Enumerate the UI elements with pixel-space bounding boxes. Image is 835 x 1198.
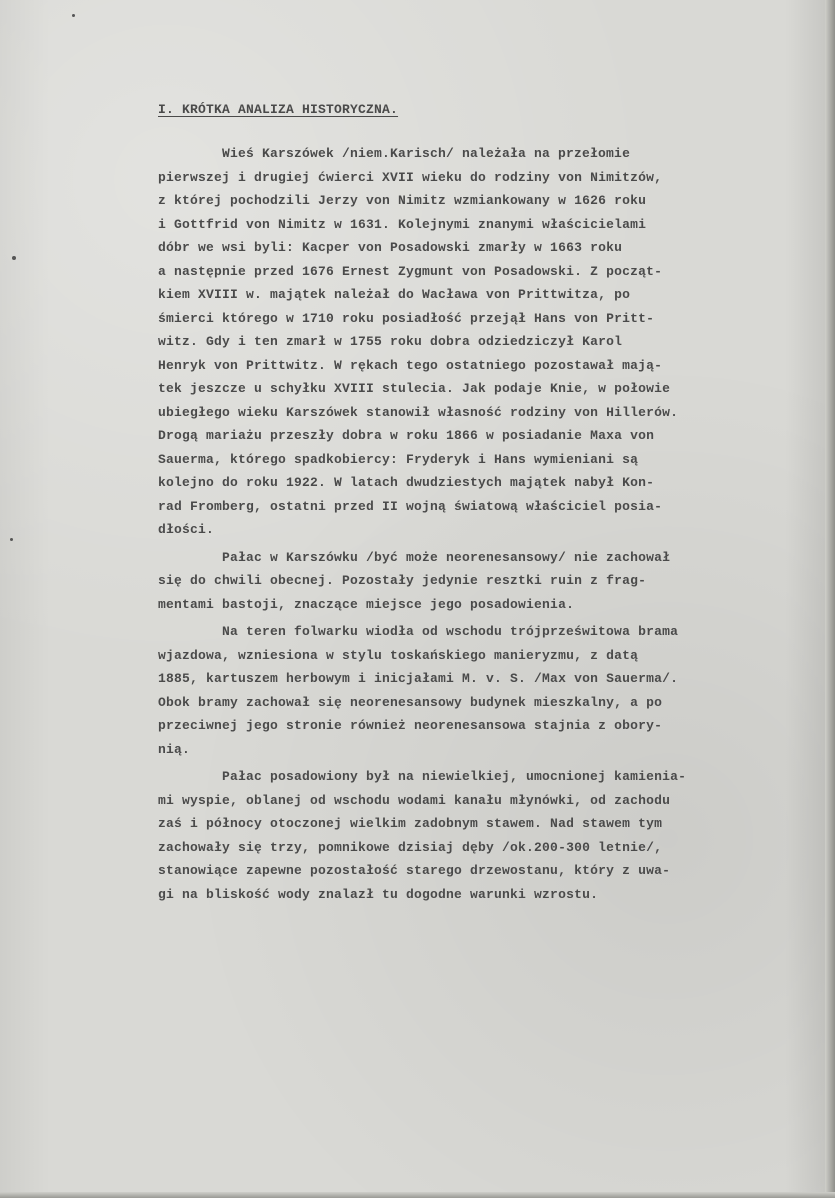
text-line: nią. (158, 741, 191, 757)
page-edge-shadow (825, 0, 835, 1198)
text-line: kolejno do roku 1922. W latach dwudziestych majątek nabył Kon- (158, 475, 655, 490)
text-line: zachowały się trzy, pomnikowe dzisiaj dęby /ok.200-300 letnie/, (158, 839, 663, 855)
text-line: stanowiące zapewne pozostałość starego drzewostanu, który z uwa- (158, 863, 671, 878)
document-body (158, 98, 810, 910)
text-line: Henryk von Prittwitz. W rękach tego ostatniego pozostawał mają- (158, 357, 663, 373)
margin-speck (72, 14, 75, 17)
text-line: dłości. (158, 522, 215, 537)
page-bottom-edge (0, 1192, 835, 1198)
text-line: Wieś Karszówek /niem.Karisch/ należała na przełomie (222, 146, 631, 161)
text-line: Pałac w Karszówku /być może neorenesansowy/ nie zachował (222, 549, 671, 565)
text-line: Obok bramy zachował się neorenesansowy budynek mieszkalny, a po (158, 694, 663, 710)
margin-speck (10, 538, 13, 541)
section-heading: I. KRÓTKA ANALIZA HISTORYCZNA. (158, 102, 399, 117)
text-line: śmierci którego w 1710 roku posiadłość przejął Hans von Pritt- (158, 310, 655, 326)
text-line: pierwszej i drugiej ćwierci XVII wieku do rodziny von Nimitzów, (158, 169, 663, 185)
text-line: Sauerma, którego spadkobiercy: Fryderyk i Hans wymieniani są (158, 451, 639, 467)
text-line: i Gottfrid von Nimitz w 1631. Kolejnymi znanymi właścicielami (158, 216, 647, 232)
text-line: mentami bastoji, znaczące miejsce jego posadowienia. (158, 596, 575, 612)
text-line: a następnie przed 1676 Ernest Zygmunt von Posadowski. Z począt- (158, 263, 663, 279)
text-line: mi wyspie, oblanej od wschodu wodami kanału młynówki, od zachodu (158, 792, 671, 808)
text-line: Drogą mariażu przeszły dobra w roku 1866 w posiadanie Maxa von (158, 428, 655, 443)
text-line: Na teren folwarku wiodła od wschodu trójprześwitowa brama (222, 624, 679, 639)
margin-speck (12, 256, 16, 260)
paragraph-history (158, 142, 810, 542)
text-line: gi na bliskość wody znalazł tu dogodne warunki wzrostu. (158, 886, 599, 902)
text-line: wjazdowa, wzniesiona w stylu toskańskiego manieryzmu, z datą (158, 647, 639, 663)
text-line: przeciwnej jego stronie również neorenesansowa stajnia z obory- (158, 718, 663, 733)
paragraph-gate (158, 620, 810, 761)
text-line: zaś i północy otoczonej wielkim zadobnym stawem. Nad stawem tym (158, 816, 663, 831)
text-line: dóbr we wsi byli: Kacper von Posadowski zmarły w 1663 roku (158, 240, 623, 255)
text-line: tek jeszcze u schyłku XVIII stulecia. Jak podaje Knie, w połowie (158, 381, 671, 396)
text-line: witz. Gdy i ten zmarł w 1755 roku dobra odziedziczył Karol (158, 334, 623, 349)
text-line: z której pochodzili Jerzy von Nimitz wzmiankowany w 1626 roku (158, 193, 647, 208)
text-line: 1885, kartuszem herbowym i inicjałami M. v. S. /Max von Sauerma/. (158, 671, 679, 686)
text-line: rad Fromberg, ostatni przed II wojną światową właściciel posia- (158, 498, 663, 514)
text-line: się do chwili obecnej. Pozostały jedynie resztki ruin z frag- (158, 573, 647, 588)
paragraph-palace (158, 546, 810, 617)
paragraph-island (158, 765, 810, 906)
text-line: Pałac posadowiony był na niewielkiej, umocnionej kamienia- (222, 769, 687, 784)
text-line: kiem XVIII w. majątek należał do Wacława von Prittwitza, po (158, 287, 631, 302)
text-line: ubiegłego wieku Karszówek stanowił własność rodziny von Hillerów. (158, 404, 679, 420)
